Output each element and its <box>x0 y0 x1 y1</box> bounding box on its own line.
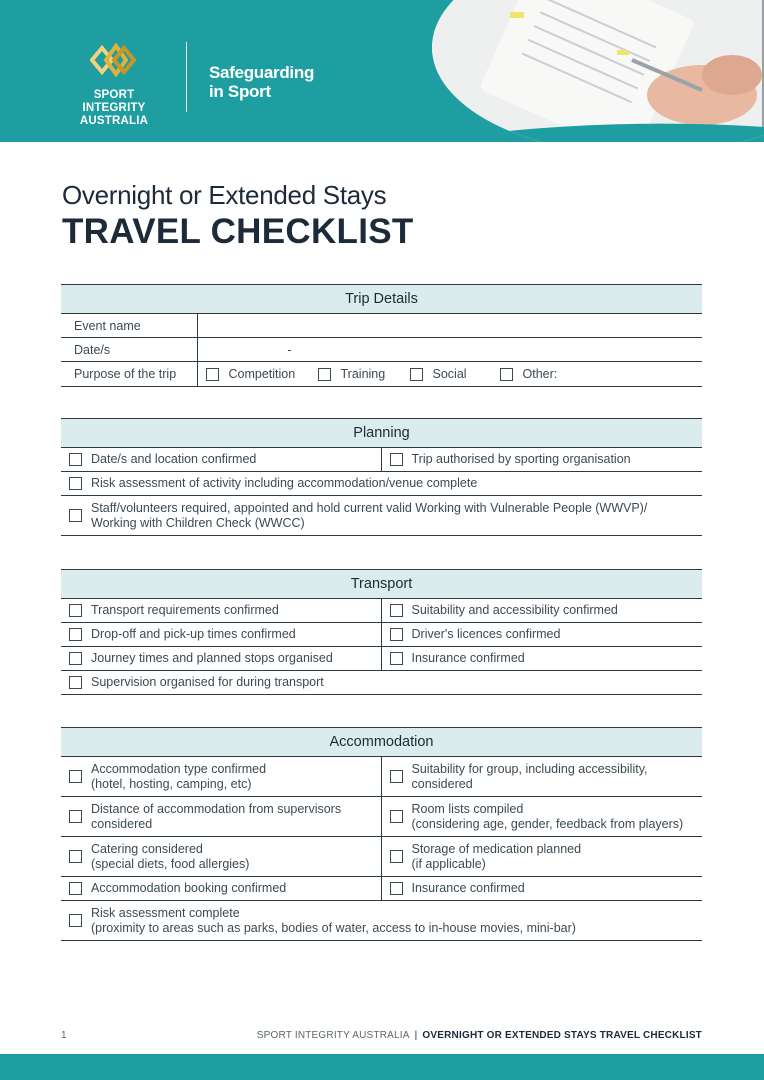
checkbox[interactable] <box>410 368 423 381</box>
accommodation-item[interactable] <box>381 837 702 877</box>
accommodation-heading: Accommodation <box>61 728 702 757</box>
transport-item[interactable] <box>61 647 381 671</box>
item-label: Journey times and planned stops organised <box>91 651 333 665</box>
dates-field[interactable] <box>197 338 702 362</box>
item-label: Date/s and location confirmed <box>91 452 257 466</box>
item-label-line: (special diets, food allergies) <box>91 856 250 871</box>
checkbox[interactable] <box>390 850 403 863</box>
transport-item[interactable] <box>381 599 702 623</box>
purpose-option-label: Competition <box>228 367 296 381</box>
transport-item[interactable] <box>61 623 381 647</box>
item-label-line: considered <box>91 816 153 831</box>
sport-integrity-logo-icon <box>90 42 136 78</box>
item-label-line: considered <box>411 776 473 791</box>
dates-label: Date/s <box>61 338 197 362</box>
footer-text <box>257 1030 702 1041</box>
planning-item[interactable] <box>61 448 381 472</box>
item-label: Insurance confirmed <box>411 651 525 665</box>
item-label <box>91 762 266 792</box>
checkbox[interactable] <box>390 810 403 823</box>
transport-heading: Transport <box>61 570 702 599</box>
planning-heading: Planning <box>61 419 702 448</box>
purpose-option-social[interactable] <box>410 367 500 381</box>
page-subtitle: Overnight or Extended Stays <box>62 180 387 210</box>
checkbox[interactable] <box>69 628 82 641</box>
page-title: TRAVEL CHECKLIST <box>62 212 414 251</box>
purpose-option-label: Social <box>432 367 467 381</box>
item-label: Suitability and accessibility confirmed <box>411 603 618 617</box>
checkbox[interactable] <box>390 770 403 783</box>
checkbox[interactable] <box>69 652 82 665</box>
accommodation-item[interactable] <box>381 757 702 797</box>
checkbox[interactable] <box>69 850 82 863</box>
checkbox[interactable] <box>69 810 82 823</box>
purpose-option-label: Other: <box>522 367 558 381</box>
item-label: Supervision organised for during transport <box>91 675 324 689</box>
transport-item[interactable] <box>61 671 702 695</box>
transport-item[interactable] <box>381 647 702 671</box>
item-label-line: Catering considered <box>91 841 203 856</box>
checkbox[interactable] <box>318 368 331 381</box>
header-divider <box>186 42 187 112</box>
item-label-line: (hotel, hosting, camping, etc) <box>91 776 252 791</box>
item-label <box>412 802 684 832</box>
transport-item[interactable] <box>381 623 702 647</box>
item-label: Accommodation booking confirmed <box>91 881 287 895</box>
purpose-options <box>197 362 702 387</box>
checkbox[interactable] <box>69 477 82 490</box>
checkbox[interactable] <box>390 604 403 617</box>
item-label <box>91 906 576 936</box>
item-label-line: (proximity to areas such as parks, bodies of water, access to in-house movies, mini-bar) <box>91 920 576 935</box>
checkbox[interactable] <box>69 453 82 466</box>
item-label: Driver's licences confirmed <box>411 627 561 641</box>
planning-table <box>61 418 702 536</box>
program-name <box>209 63 314 101</box>
item-label-line: Room lists compiled <box>411 801 524 816</box>
item-label-line: Distance of accommodation from supervisors <box>91 801 342 816</box>
item-label-line: Suitability for group, including accessibility, <box>411 761 648 776</box>
event-name-field[interactable] <box>197 314 702 338</box>
transport-item[interactable] <box>61 599 381 623</box>
planning-item[interactable] <box>61 472 702 496</box>
page-number: 1 <box>61 1030 67 1041</box>
item-label: Risk assessment of activity including accommodation/venue complete <box>91 476 478 490</box>
item-label-line: Staff/volunteers required, appointed and hold current valid Working with Vulnerable People (WWVP)/ <box>91 500 648 515</box>
checkbox[interactable] <box>69 914 82 927</box>
item-label <box>412 842 582 872</box>
org-name-line1: SPORT INTEGRITY <box>82 89 146 114</box>
purpose-option-training[interactable] <box>318 367 410 381</box>
event-name-label: Event name <box>61 314 197 338</box>
item-label: Drop-off and pick-up times confirmed <box>91 627 296 641</box>
org-name-line2: AUSTRALIA <box>79 115 149 127</box>
checkbox[interactable] <box>69 882 82 895</box>
checkbox[interactable] <box>390 453 403 466</box>
footer-doc-title: OVERNIGHT OR EXTENDED STAYS TRAVEL CHECKLIST <box>422 1030 702 1041</box>
program-name-line2: in Sport <box>209 82 271 101</box>
accommodation-item[interactable] <box>61 797 381 837</box>
purpose-label: Purpose of the trip <box>61 362 197 387</box>
footer-org: SPORT INTEGRITY AUSTRALIA <box>256 1030 410 1041</box>
footer-band <box>0 1054 764 1080</box>
planning-item[interactable] <box>61 496 702 536</box>
accommodation-item[interactable] <box>381 797 702 837</box>
purpose-option-other[interactable] <box>500 367 558 381</box>
item-label-line: Risk assessment complete <box>91 905 240 920</box>
org-name <box>62 89 166 128</box>
item-label-line: (considering age, gender, feedback from players) <box>411 816 684 831</box>
purpose-option-label: Training <box>340 367 386 381</box>
item-label <box>91 501 647 531</box>
item-label: Transport requirements confirmed <box>91 603 279 617</box>
program-name-line1: Safeguarding <box>209 63 315 82</box>
item-label-line: Storage of medication planned <box>411 841 582 856</box>
purpose-option-competition[interactable] <box>206 367 318 381</box>
header-photo <box>432 0 764 142</box>
checkbox[interactable] <box>69 770 82 783</box>
transport-table <box>61 569 702 695</box>
footer-separator: | <box>414 1030 418 1041</box>
header-band <box>0 0 764 142</box>
accommodation-item[interactable] <box>61 877 381 901</box>
trip-details-table <box>61 284 702 387</box>
accommodation-item[interactable] <box>61 901 702 941</box>
planning-item[interactable] <box>381 448 702 472</box>
checkbox[interactable] <box>390 628 403 641</box>
item-label-line: Accommodation type confirmed <box>91 761 267 776</box>
dates-separator: - <box>287 342 292 357</box>
item-label: Trip authorised by sporting organisation <box>411 452 631 466</box>
item-label <box>412 762 648 792</box>
trip-details-heading: Trip Details <box>61 285 702 314</box>
item-label-line: (if applicable) <box>411 856 486 871</box>
checkbox[interactable] <box>390 882 403 895</box>
item-label: Insurance confirmed <box>411 881 525 895</box>
accommodation-item[interactable] <box>61 837 381 877</box>
checkbox[interactable] <box>69 676 82 689</box>
checkbox[interactable] <box>69 604 82 617</box>
item-label <box>91 842 249 872</box>
checkbox[interactable] <box>206 368 219 381</box>
accommodation-table <box>61 727 702 941</box>
checkbox[interactable] <box>69 509 82 522</box>
item-label <box>91 802 341 832</box>
item-label-line: Working with Children Check (WWCC) <box>91 515 305 530</box>
accommodation-item[interactable] <box>381 877 702 901</box>
checkbox[interactable] <box>390 652 403 665</box>
checkbox[interactable] <box>500 368 513 381</box>
accommodation-item[interactable] <box>61 757 381 797</box>
